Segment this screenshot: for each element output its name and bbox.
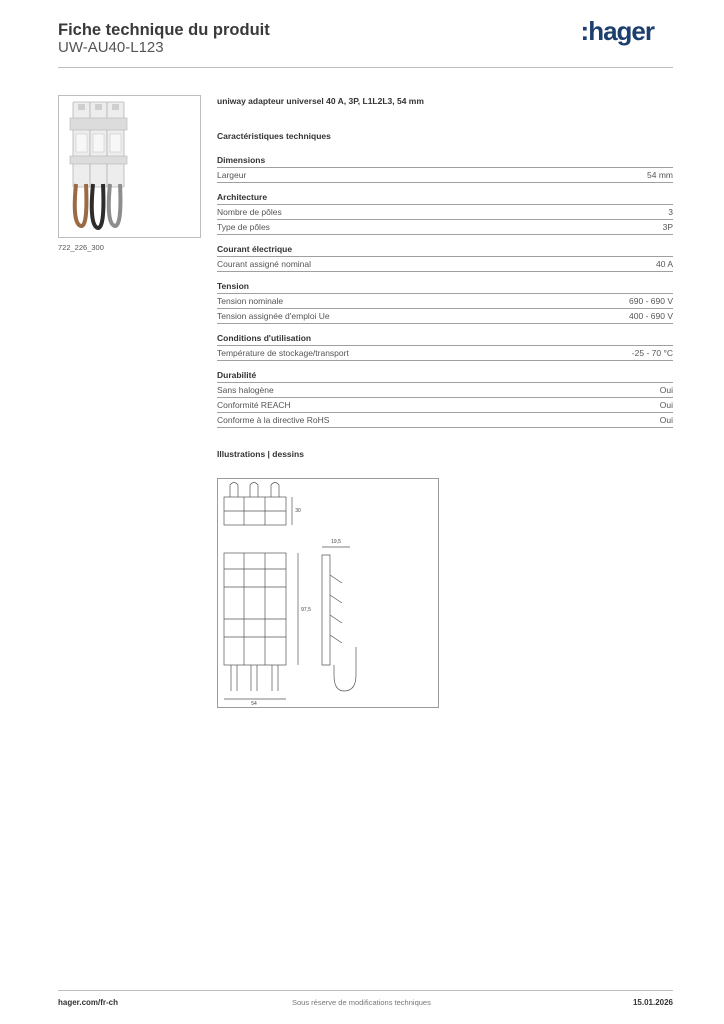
footer-divider — [58, 990, 673, 991]
spec-value: 690 - 690 V — [629, 296, 673, 306]
specs-section-title: Caractéristiques techniques — [217, 131, 331, 141]
dim-height-label: 97,5 — [301, 607, 311, 613]
spec-label: Conformité REACH — [217, 400, 291, 410]
spec-row — [217, 383, 673, 398]
spec-label: Tension assignée d'emploi Ue — [217, 311, 330, 321]
spec-group-title: Courant électrique — [217, 243, 673, 257]
spec-value: 3P — [662, 222, 673, 232]
photo-caption: 722_226_300 — [58, 243, 104, 252]
spec-row — [217, 168, 673, 183]
footer-notice: Sous réserve de modifications techniques — [292, 998, 431, 1007]
spec-row — [217, 398, 673, 413]
footer-date: 15.01.2026 — [632, 998, 673, 1007]
dim-depth-label: 19,5 — [331, 539, 341, 545]
technical-drawing — [217, 478, 439, 708]
dim-top-label: 30 — [295, 508, 301, 514]
dim-width-label: 54 — [251, 701, 257, 707]
header-divider — [58, 67, 673, 68]
spec-label: Type de pôles — [217, 222, 270, 232]
spec-row — [217, 346, 673, 361]
spec-groups — [217, 154, 673, 428]
spec-group — [217, 243, 673, 272]
spec-label: Sans halogène — [217, 385, 274, 395]
spec-value: 54 mm — [647, 170, 673, 180]
spec-row — [217, 257, 673, 272]
spec-value: 40 A — [655, 259, 673, 269]
spec-group — [217, 369, 673, 428]
spec-label: Largeur — [217, 170, 247, 180]
spec-label: Courant assigné nominal — [217, 259, 312, 269]
spec-group-title: Conditions d'utilisation — [217, 332, 673, 346]
spec-row — [217, 205, 673, 220]
spec-value: 400 - 690 V — [629, 311, 673, 321]
footer-website-link[interactable]: hager.com/fr-ch — [58, 998, 119, 1007]
spec-row — [217, 413, 673, 428]
product-reference: UW-AU40-L123 — [58, 39, 164, 56]
illustrations-title: Illustrations | dessins — [217, 449, 304, 459]
spec-label: Nombre de pôles — [217, 207, 282, 217]
spec-row — [217, 220, 673, 235]
spec-value: 3 — [668, 207, 673, 217]
spec-label: Conforme à la directive RoHS — [217, 415, 330, 425]
spec-value: Oui — [659, 385, 673, 395]
product-description: uniway adapteur universel 40 A, 3P, L1L2L3, 54 mm — [217, 96, 424, 106]
spec-label: Tension nominale — [217, 296, 284, 306]
spec-row — [217, 309, 673, 324]
hager-logo: :hager — [580, 16, 654, 46]
specifications-panel — [217, 95, 673, 462]
spec-label: Température de stockage/transport — [217, 348, 349, 358]
spec-row — [217, 294, 673, 309]
spec-group — [217, 280, 673, 324]
spec-group-title: Dimensions — [217, 154, 673, 168]
spec-value: Oui — [659, 415, 673, 425]
page-title: Fiche technique du produit — [58, 21, 270, 39]
spec-group-title: Architecture — [217, 191, 673, 205]
spec-group-title: Tension — [217, 280, 673, 294]
spec-group-title: Durabilité — [217, 369, 673, 383]
spec-group — [217, 154, 673, 183]
spec-value: Oui — [659, 400, 673, 410]
spec-group — [217, 191, 673, 235]
spec-group — [217, 332, 673, 361]
product-photo — [58, 95, 201, 238]
spec-value: -25 - 70 °C — [631, 348, 673, 358]
